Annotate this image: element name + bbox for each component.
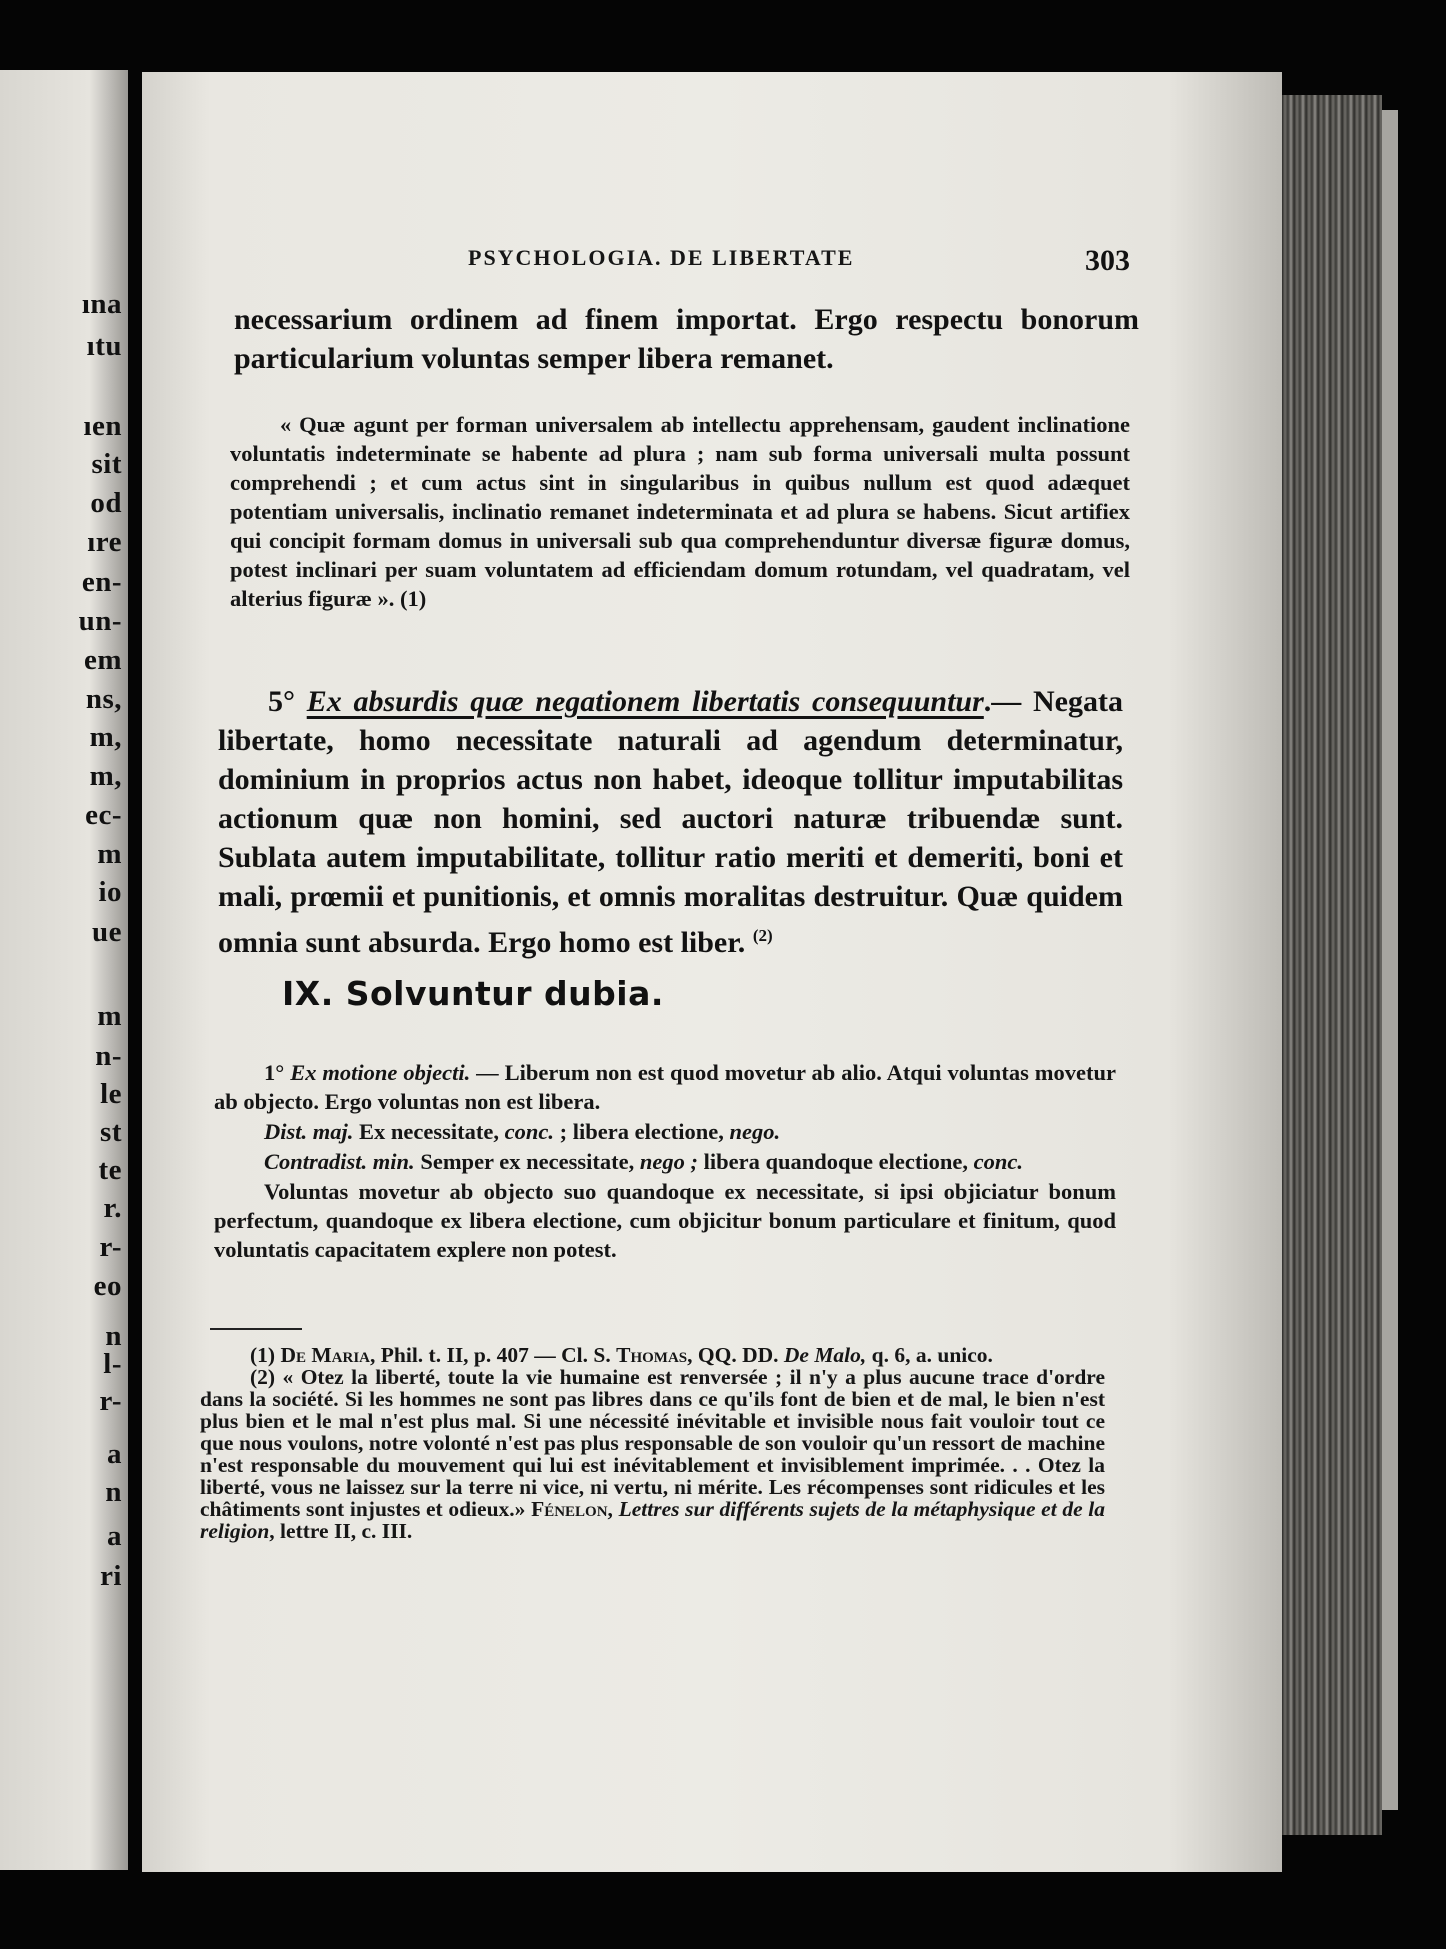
fn1-author: De Maria xyxy=(280,1343,370,1367)
dist-nego: nego. xyxy=(729,1119,781,1144)
left-page-fragment: od xyxy=(90,487,122,519)
left-page-fragment: n xyxy=(105,1476,122,1508)
contr-text2: libera quandoque electione, xyxy=(697,1149,974,1174)
quotation-block: « Quæ agunt per forman universalem ab intellectu apprehensam, gaudent inclinatione voluntatis indeterminate se habente ad plura ; nam sub forma universali multa possunt comprehendi ; et cum actus sint in singularibus in quibus nullum est quod adæquet potentiam universalis, inclinatio remanet indeterminata et ad plura se habens. Sicut artifiex qui concipit formam domus in universali sub qua comprehenduntur diversæ figuræ domus, potest inclinari per suam voluntatem ad efficiendam domum rotundam, vel quadratam, vel alterius figuræ ». (1) xyxy=(230,412,1130,611)
page-edges xyxy=(1282,95,1382,1835)
fn1-text3: q. 6, a. unico. xyxy=(866,1343,993,1367)
left-page-fragment: r- xyxy=(99,1231,122,1263)
answer-paragraph: Voluntas movetur ab objecto suo quandoque ex necessitate, si ipsi objiciatur bonum perfectum, quandoque ex libera electione, cum objicitur bonum particulare et finitum, quod voluntatis capacitatem explere non potest. xyxy=(214,1179,1116,1262)
fn2-prefix: (2) xyxy=(250,1365,283,1389)
left-page-fragment: ec- xyxy=(85,799,122,831)
left-page-fragment: ına xyxy=(81,288,122,320)
fn2-text: « Otez la liberté, toute la vie humaine est renversée ; il n'y a plus aucune trace d'ordre dans la société. Si les hommes ne sont pas libres dans ce qu'ils font de bien et de mal, le bien n'est plus bien et le mal n'est plus mal. Si une nécessité inévitable et invisible nous fait vouloir tout ce que nous voulons, notre volonté n'est pas plus responsable de son vouloir qu'un ressort de machine n'est responsable du mouvement qui lui est inévitablement et invisiblement imprimée. . . Otez la liberté, vous ne laissez sur la terre ni vice, ni vertu, ni mérite. Les récompenses sont ridicules et les châtiments sont injustes et odieux.» xyxy=(200,1365,1105,1521)
fn1-text: , Phil. t. II, p. 407 — Cl. S. xyxy=(370,1343,617,1367)
left-page-fragment: ıre xyxy=(87,526,122,558)
left-page-fragment: eo xyxy=(93,1270,122,1302)
left-page-fragment: st xyxy=(100,1116,122,1148)
fn1-author2: Thomas xyxy=(616,1343,688,1367)
paragraph-continuation: necessarium ordinem ad finem importat. Ergo respectu bonorum particularium voluntas semper libera remanet. xyxy=(234,303,1139,375)
left-page-fragment: le xyxy=(100,1078,122,1110)
running-head: PSYCHOLOGIA. DE LIBERTATE xyxy=(468,245,855,270)
fn2-title: Lettres sur différents sujets de la métaphysique et de la religion xyxy=(200,1497,1106,1543)
dist-conc: conc. xyxy=(504,1119,554,1144)
contr-label: Contradist. min. xyxy=(264,1149,415,1174)
left-page-fragment: en- xyxy=(81,566,122,598)
page-edge-outer xyxy=(1382,110,1398,1810)
paragraph-body: Negata libertate, homo necessitate naturali ad agendum determinatur, dominium in proprios actus non habet, ideoque tollitur imputabilitas actionum quæ non homini, sed auctori naturæ tribuendæ sunt. Sublata autem imputabilitate, tollitur ratio meriti et demeriti, boni et mali, prœmii et punitionis, et omnis moralitas destruitur. Quæ quidem omnia sunt absurda. Ergo homo est liber. xyxy=(218,685,1123,959)
paragraph-number: 5° xyxy=(268,685,295,718)
left-page-fragment: em xyxy=(83,644,122,676)
footnote-1 xyxy=(200,1344,1105,1366)
left-page-fragment: n xyxy=(105,1320,122,1352)
left-page-fragment: a xyxy=(107,1520,122,1552)
dist-text2: ; libera electione, xyxy=(553,1119,730,1144)
left-page-fragment: ıtu xyxy=(86,330,122,362)
contr-conc: conc. xyxy=(973,1149,1023,1174)
left-page-fragment: un- xyxy=(78,605,122,637)
objection-number: 1° xyxy=(264,1060,285,1085)
page-number: 303 xyxy=(1085,244,1130,277)
footnote-divider xyxy=(210,1328,302,1330)
left-page-fragment: sit xyxy=(91,448,122,480)
left-page-fragment: r- xyxy=(99,1385,122,1417)
left-page-fragment: a xyxy=(107,1438,122,1470)
fn1-text2: , QQ. DD. xyxy=(687,1343,784,1367)
left-page-fragment: r. xyxy=(103,1192,122,1224)
paragraph-five xyxy=(218,682,1123,962)
footnote-2 xyxy=(200,1366,1105,1542)
section-heading: IX. Solvuntur dubia. xyxy=(282,974,664,1013)
left-page-fragment: io xyxy=(98,876,122,908)
objection-text: — Liberum non est quod movetur ab alio. Atqui voluntas movetur ab objecto. Ergo voluntas non est libera. xyxy=(214,1060,1116,1114)
left-page-fragment: ue xyxy=(92,916,122,948)
contradistinction-minor xyxy=(214,1147,1116,1176)
distinction-major xyxy=(214,1117,1116,1146)
fn2-tail: , lettre II, c. III. xyxy=(269,1519,413,1543)
objection-1 xyxy=(214,1058,1116,1116)
dist-label: Dist. maj. xyxy=(264,1119,354,1144)
fn2-author: Fénelon xyxy=(531,1497,608,1521)
left-page-fragment: m, xyxy=(89,721,122,753)
dubia-block xyxy=(214,1058,1116,1265)
left-page-fragment: ri xyxy=(100,1560,122,1592)
fn1-title: De Malo, xyxy=(783,1343,867,1367)
fn1-prefix: (1) xyxy=(250,1343,281,1367)
footnote-ref: (2) xyxy=(752,926,773,945)
left-page-fragment: n- xyxy=(95,1040,122,1072)
left-page-fragment: ns, xyxy=(85,683,122,715)
contr-text: Semper ex necessitate, xyxy=(414,1149,640,1174)
objection-title: Ex motione objecti. xyxy=(290,1060,471,1085)
fn2-sep: , xyxy=(607,1497,619,1521)
dist-text: Ex necessitate, xyxy=(353,1119,505,1144)
left-facing-page xyxy=(0,70,128,1870)
contr-nego: nego ; xyxy=(639,1149,698,1174)
paragraph-heading: Ex absurdis quæ negationem libertatis consequuntur xyxy=(306,685,984,718)
left-page-fragment: m, xyxy=(89,760,122,792)
left-page-fragment: ıen xyxy=(83,410,122,442)
paragraph-dash: .— xyxy=(983,685,1022,718)
left-page-fragment: m xyxy=(97,1000,122,1032)
footnotes xyxy=(200,1344,1105,1542)
left-page-fragment: m xyxy=(97,838,122,870)
left-page-fragment: te xyxy=(98,1154,122,1186)
left-page-fragment: l- xyxy=(103,1348,122,1380)
